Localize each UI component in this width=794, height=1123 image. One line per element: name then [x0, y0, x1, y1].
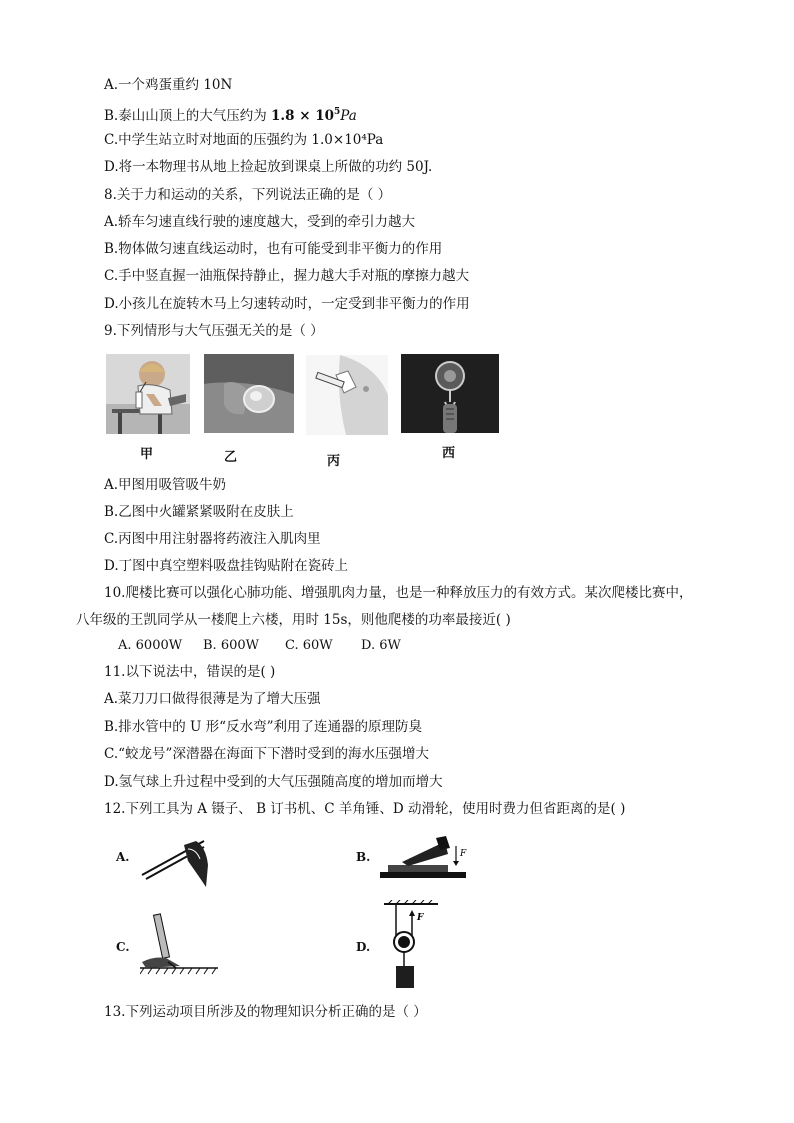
q10-option-c: C. 60W [285, 638, 333, 653]
caption-xi: 西 [442, 446, 456, 461]
movable-pulley-figure [376, 900, 446, 992]
q12-label-a: A. [116, 850, 130, 864]
q11-option-b: B.排水管中的 U 形“反水弯”利用了连通器的原理防臭 [104, 719, 422, 735]
q8-option-a: A.轿车匀速直线行驶的速度越大，受到的牵引力越大 [104, 214, 416, 230]
pulley-force-label: F [417, 913, 424, 923]
q7-option-b: B.泰山山顶上的大气压约为 $1.8 \times 10^5Pa$ [104, 107, 357, 124]
q9-option-d: D.丁图中真空塑料吸盘挂钩贴附在瓷砖上 [104, 558, 349, 574]
caption-jia: 甲 [140, 447, 154, 462]
q9-option-b: B.乙图中火罐紧紧吸附在皮肤上 [104, 504, 294, 520]
q8-option-c: C.手中竖直握一油瓶保持静止，握力越大手对瓶的摩擦力越大 [104, 268, 470, 284]
q9-option-a: A.甲图用吸管吸牛奶 [104, 477, 227, 493]
q12-stem: 12.下列工具为 A 镊子、 B 订书机、C 羊角锤、D 动滑轮，使用时费力但省距离的是( ) [104, 801, 626, 817]
q8-option-b: B.物体做匀速直线运动时，也有可能受到非平衡力的作用 [104, 241, 443, 257]
q10-option-d: D. 6W [361, 638, 401, 653]
caption-yi: 乙 [224, 450, 238, 465]
q7-option-c: C.中学生站立时对地面的压强约为 1.0×10⁴Pa [104, 132, 384, 148]
q9-option-c: C.丙图中用注射器将药液注入肌肉里 [104, 531, 321, 547]
q7-option-a: A.一个鸡蛋重约 10N [104, 77, 233, 93]
stapler-figure [378, 832, 470, 882]
q10-stem-line2: 八年级的王凯同学从一楼爬上六楼，用时 15s，则他爬楼的功率最接近( ) [76, 612, 511, 628]
claw-hammer-figure [140, 912, 220, 978]
q12-label-d: D. [356, 940, 371, 954]
q11-option-d: D.氢气球上升过程中受到的大气压强随高度的增加而增大 [104, 774, 443, 790]
q9-stem: 9.下列情形与大气压强无关的是（ ） [104, 323, 324, 339]
photo-jia-child-drinking [106, 354, 190, 434]
photo-yi-cupping-jar [204, 354, 294, 433]
photo-xi-suction-hook [401, 354, 499, 433]
q13-stem: 13.下列运动项目所涉及的物理知识分析正确的是（ ） [104, 1004, 427, 1020]
caption-bing: 丙 [327, 454, 341, 469]
q12-label-c: C. [116, 940, 130, 954]
q11-option-a: A.菜刀刀口做得很薄是为了增大压强 [104, 691, 321, 707]
q10-option-b: B. 600W [203, 638, 259, 653]
q8-option-d: D.小孩儿在旋转木马上匀速转动时，一定受到非平衡力的作用 [104, 296, 470, 312]
tweezers-figure [138, 835, 210, 891]
q7-option-d: D.将一本物理书从地上捡起放到课桌上所做的功约 50J. [104, 159, 433, 175]
q8-stem: 8.关于力和运动的关系，下列说法正确的是（ ） [104, 187, 392, 203]
stapler-force-label: F [460, 849, 467, 859]
q11-option-c: C.“蛟龙号”深潜器在海面下下潜时受到的海水压强增大 [104, 746, 429, 762]
q11-stem: 11.以下说法中，错误的是( ) [104, 664, 276, 680]
photo-bing-injection [306, 355, 388, 435]
q12-label-b: B. [356, 850, 371, 864]
q10-stem-line1: 10.爬楼比赛可以强化心肺功能、增强肌肉力量，也是一种释放压力的有效方式。某次爬楼比赛中， [104, 585, 693, 601]
q10-option-a: A. 6000W [118, 638, 183, 653]
